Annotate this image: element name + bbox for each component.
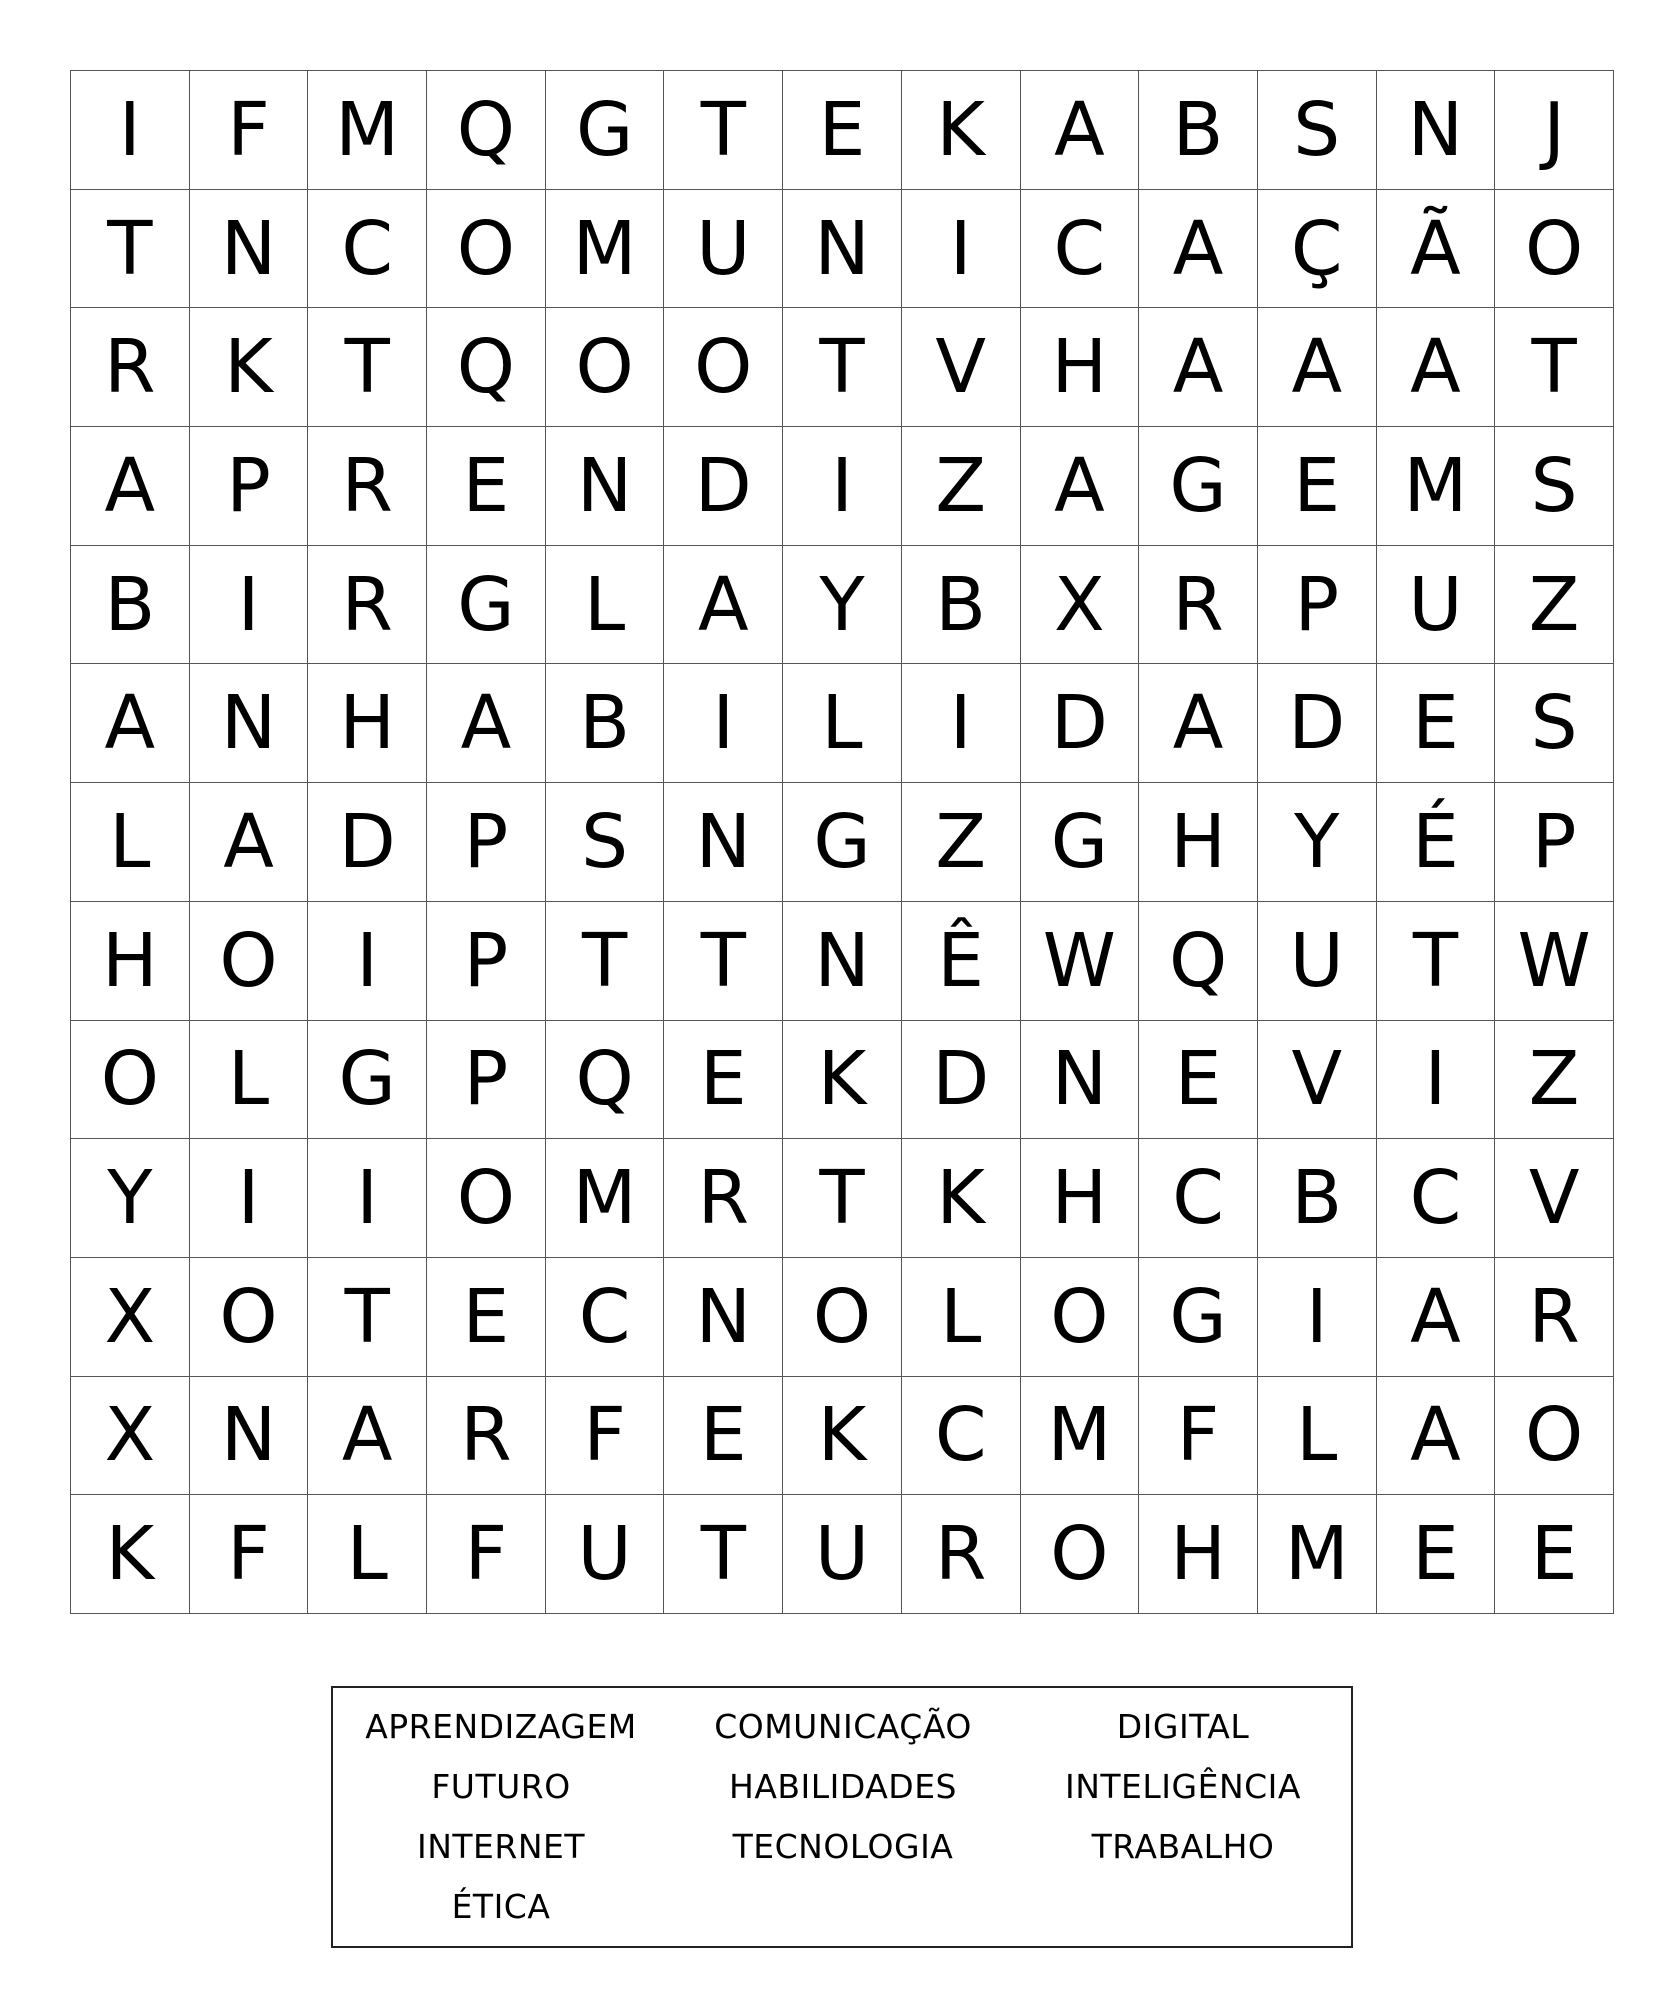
grid-cell-r2-c9[interactable]: C [1021, 190, 1140, 309]
grid-cell-r10-c4[interactable]: O [427, 1139, 546, 1258]
grid-cell-r13-c3[interactable]: L [308, 1495, 427, 1614]
grid-cell-r12-c9[interactable]: M [1021, 1377, 1140, 1496]
grid-cell-r4-c2[interactable]: P [190, 427, 309, 546]
grid-cell-r6-c9[interactable]: D [1021, 664, 1140, 783]
grid-cell-r8-c5[interactable]: T [546, 902, 665, 1021]
grid-cell-r7-c7[interactable]: G [783, 783, 902, 902]
grid-cell-r3-c12[interactable]: A [1377, 308, 1496, 427]
grid-cell-r1-c8[interactable]: K [902, 71, 1021, 190]
grid-cell-r2-c5[interactable]: M [546, 190, 665, 309]
word-list-item: COMUNICAÇÃO [714, 1707, 972, 1746]
grid-cell-r12-c8[interactable]: C [902, 1377, 1021, 1496]
grid-cell-r9-c8[interactable]: D [902, 1021, 1021, 1140]
grid-cell-r5-c8[interactable]: B [902, 546, 1021, 665]
grid-cell-r4-c8[interactable]: Z [902, 427, 1021, 546]
grid-cell-r13-c6[interactable]: T [664, 1495, 783, 1614]
grid-cell-r5-c13[interactable]: Z [1495, 546, 1614, 665]
grid-cell-r4-c12[interactable]: M [1377, 427, 1496, 546]
grid-cell-r11-c3[interactable]: T [308, 1258, 427, 1377]
grid-cell-r4-c4[interactable]: E [427, 427, 546, 546]
grid-cell-r1-c12[interactable]: N [1377, 71, 1496, 190]
grid-cell-r2-c10[interactable]: A [1139, 190, 1258, 309]
grid-cell-r12-c5[interactable]: F [546, 1377, 665, 1496]
grid-cell-r4-c10[interactable]: G [1139, 427, 1258, 546]
grid-cell-r7-c6[interactable]: N [664, 783, 783, 902]
grid-cell-r9-c1[interactable]: O [71, 1021, 190, 1140]
grid-cell-r9-c9[interactable]: N [1021, 1021, 1140, 1140]
grid-cell-r12-c1[interactable]: X [71, 1377, 190, 1496]
word-list-item: FUTURO [431, 1767, 571, 1806]
grid-cell-r10-c1[interactable]: Y [71, 1139, 190, 1258]
grid-cell-r8-c6[interactable]: T [664, 902, 783, 1021]
word-list-item: HABILIDADES [729, 1767, 957, 1806]
grid-cell-r6-c6[interactable]: I [664, 664, 783, 783]
grid-cell-r7-c11[interactable]: Y [1258, 783, 1377, 902]
grid-cell-r5-c3[interactable]: R [308, 546, 427, 665]
grid-cell-r12-c2[interactable]: N [190, 1377, 309, 1496]
grid-cell-r6-c10[interactable]: A [1139, 664, 1258, 783]
grid-cell-r11-c5[interactable]: C [546, 1258, 665, 1377]
grid-cell-r3-c11[interactable]: A [1258, 308, 1377, 427]
grid-cell-r9-c11[interactable]: V [1258, 1021, 1377, 1140]
grid-cell-r10-c13[interactable]: V [1495, 1139, 1614, 1258]
grid-cell-r6-c1[interactable]: A [71, 664, 190, 783]
grid-cell-r3-c9[interactable]: H [1021, 308, 1140, 427]
grid-cell-r11-c11[interactable]: I [1258, 1258, 1377, 1377]
grid-cell-r10-c7[interactable]: T [783, 1139, 902, 1258]
grid-cell-r8-c2[interactable]: O [190, 902, 309, 1021]
grid-cell-r8-c13[interactable]: W [1495, 902, 1614, 1021]
grid-cell-r1-c13[interactable]: J [1495, 71, 1614, 190]
grid-cell-r9-c3[interactable]: G [308, 1021, 427, 1140]
grid-cell-r8-c10[interactable]: Q [1139, 902, 1258, 1021]
grid-cell-r1-c4[interactable]: Q [427, 71, 546, 190]
grid-cell-r2-c3[interactable]: C [308, 190, 427, 309]
grid-cell-r1-c9[interactable]: A [1021, 71, 1140, 190]
grid-cell-r10-c5[interactable]: M [546, 1139, 665, 1258]
grid-cell-r4-c6[interactable]: D [664, 427, 783, 546]
grid-cell-r6-c2[interactable]: N [190, 664, 309, 783]
grid-cell-r5-c7[interactable]: Y [783, 546, 902, 665]
grid-cell-r12-c13[interactable]: O [1495, 1377, 1614, 1496]
grid-cell-r6-c3[interactable]: H [308, 664, 427, 783]
grid-cell-r5-c5[interactable]: L [546, 546, 665, 665]
grid-cell-r5-c1[interactable]: B [71, 546, 190, 665]
grid-cell-r12-c4[interactable]: R [427, 1377, 546, 1496]
grid-cell-r8-c9[interactable]: W [1021, 902, 1140, 1021]
grid-cell-r13-c7[interactable]: U [783, 1495, 902, 1614]
grid-cell-r7-c13[interactable]: P [1495, 783, 1614, 902]
grid-cell-r3-c13[interactable]: T [1495, 308, 1614, 427]
grid-cell-r12-c7[interactable]: K [783, 1377, 902, 1496]
grid-cell-r12-c6[interactable]: E [664, 1377, 783, 1496]
grid-cell-r1-c7[interactable]: E [783, 71, 902, 190]
grid-cell-r9-c2[interactable]: L [190, 1021, 309, 1140]
grid-cell-r3-c4[interactable]: Q [427, 308, 546, 427]
grid-cell-r5-c9[interactable]: X [1021, 546, 1140, 665]
grid-cell-r1-c1[interactable]: I [71, 71, 190, 190]
grid-cell-r11-c13[interactable]: R [1495, 1258, 1614, 1377]
grid-cell-r2-c12[interactable]: Ã [1377, 190, 1496, 309]
word-list-item: APRENDIZAGEM [365, 1707, 637, 1746]
grid-cell-r2-c6[interactable]: U [664, 190, 783, 309]
grid-cell-r10-c12[interactable]: C [1377, 1139, 1496, 1258]
grid-cell-r13-c4[interactable]: F [427, 1495, 546, 1614]
grid-cell-r12-c10[interactable]: F [1139, 1377, 1258, 1496]
grid-cell-r1-c2[interactable]: F [190, 71, 309, 190]
grid-cell-r9-c7[interactable]: K [783, 1021, 902, 1140]
grid-cell-r11-c6[interactable]: N [664, 1258, 783, 1377]
grid-cell-r7-c12[interactable]: É [1377, 783, 1496, 902]
word-list-item: TECNOLOGIA [732, 1827, 954, 1866]
word-list-item: TRABALHO [1091, 1827, 1275, 1866]
grid-cell-r2-c8[interactable]: I [902, 190, 1021, 309]
grid-cell-r6-c4[interactable]: A [427, 664, 546, 783]
grid-cell-r3-c1[interactable]: R [71, 308, 190, 427]
grid-cell-r7-c10[interactable]: H [1139, 783, 1258, 902]
grid-cell-r11-c12[interactable]: A [1377, 1258, 1496, 1377]
grid-cell-r13-c8[interactable]: R [902, 1495, 1021, 1614]
grid-cell-r6-c7[interactable]: L [783, 664, 902, 783]
grid-cell-r3-c10[interactable]: A [1139, 308, 1258, 427]
grid-cell-r4-c11[interactable]: E [1258, 427, 1377, 546]
grid-cell-r10-c6[interactable]: R [664, 1139, 783, 1258]
grid-cell-r10-c10[interactable]: C [1139, 1139, 1258, 1258]
word-list-item: DIGITAL [1116, 1707, 1250, 1746]
grid-cell-r1-c10[interactable]: B [1139, 71, 1258, 190]
grid-cell-r7-c2[interactable]: A [190, 783, 309, 902]
grid-cell-r4-c13[interactable]: S [1495, 427, 1614, 546]
grid-cell-r13-c12[interactable]: E [1377, 1495, 1496, 1614]
grid-cell-r11-c2[interactable]: O [190, 1258, 309, 1377]
grid-cell-r8-c4[interactable]: P [427, 902, 546, 1021]
grid-cell-r5-c4[interactable]: G [427, 546, 546, 665]
grid-cell-r10-c2[interactable]: I [190, 1139, 309, 1258]
grid-cell-r6-c13[interactable]: S [1495, 664, 1614, 783]
grid-cell-r2-c13[interactable]: O [1495, 190, 1614, 309]
grid-cell-r6-c8[interactable]: I [902, 664, 1021, 783]
grid-cell-r2-c11[interactable]: Ç [1258, 190, 1377, 309]
grid-cell-r5-c12[interactable]: U [1377, 546, 1496, 665]
word-search-grid [70, 70, 1614, 1614]
grid-cell-r8-c11[interactable]: U [1258, 902, 1377, 1021]
grid-cell-r10-c11[interactable]: B [1258, 1139, 1377, 1258]
grid-cell-r7-c9[interactable]: G [1021, 783, 1140, 902]
grid-cell-r8-c7[interactable]: N [783, 902, 902, 1021]
grid-cell-r8-c12[interactable]: T [1377, 902, 1496, 1021]
grid-cell-r12-c11[interactable]: L [1258, 1377, 1377, 1496]
grid-cell-r10-c9[interactable]: H [1021, 1139, 1140, 1258]
grid-cell-r8-c3[interactable]: I [308, 902, 427, 1021]
grid-cell-r11-c9[interactable]: O [1021, 1258, 1140, 1377]
grid-cell-r3-c5[interactable]: O [546, 308, 665, 427]
grid-cell-r7-c4[interactable]: P [427, 783, 546, 902]
grid-cell-r5-c6[interactable]: A [664, 546, 783, 665]
grid-cell-r3-c7[interactable]: T [783, 308, 902, 427]
grid-cell-r1-c5[interactable]: G [546, 71, 665, 190]
grid-cell-r1-c3[interactable]: M [308, 71, 427, 190]
grid-cell-r11-c8[interactable]: L [902, 1258, 1021, 1377]
grid-cell-r2-c4[interactable]: O [427, 190, 546, 309]
grid-cell-r4-c3[interactable]: R [308, 427, 427, 546]
grid-cell-r11-c1[interactable]: X [71, 1258, 190, 1377]
grid-cell-r10-c8[interactable]: K [902, 1139, 1021, 1258]
grid-cell-r9-c5[interactable]: Q [546, 1021, 665, 1140]
grid-cell-r6-c12[interactable]: E [1377, 664, 1496, 783]
grid-cell-r6-c5[interactable]: B [546, 664, 665, 783]
grid-cell-r5-c2[interactable]: I [190, 546, 309, 665]
grid-cell-r7-c8[interactable]: Z [902, 783, 1021, 902]
grid-cell-r11-c7[interactable]: O [783, 1258, 902, 1377]
grid-cell-r5-c11[interactable]: P [1258, 546, 1377, 665]
grid-cell-r4-c7[interactable]: I [783, 427, 902, 546]
grid-cell-r8-c8[interactable]: Ê [902, 902, 1021, 1021]
grid-cell-r9-c13[interactable]: Z [1495, 1021, 1614, 1140]
word-list-item: INTERNET [416, 1827, 586, 1866]
grid-cell-r11-c10[interactable]: G [1139, 1258, 1258, 1377]
grid-cell-r13-c9[interactable]: O [1021, 1495, 1140, 1614]
grid-cell-r7-c1[interactable]: L [71, 783, 190, 902]
grid-cell-r1-c11[interactable]: S [1258, 71, 1377, 190]
grid-cell-r9-c12[interactable]: I [1377, 1021, 1496, 1140]
grid-cell-r6-c11[interactable]: D [1258, 664, 1377, 783]
grid-cell-r3-c8[interactable]: V [902, 308, 1021, 427]
grid-cell-r9-c6[interactable]: E [664, 1021, 783, 1140]
grid-cell-r4-c9[interactable]: A [1021, 427, 1140, 546]
grid-cell-r4-c5[interactable]: N [546, 427, 665, 546]
grid-cell-r2-c1[interactable]: T [71, 190, 190, 309]
grid-cell-r13-c1[interactable]: K [71, 1495, 190, 1614]
grid-cell-r3-c2[interactable]: K [190, 308, 309, 427]
grid-cell-r13-c5[interactable]: U [546, 1495, 665, 1614]
grid-cell-r12-c3[interactable]: A [308, 1377, 427, 1496]
grid-cell-r13-c11[interactable]: M [1258, 1495, 1377, 1614]
grid-cell-r2-c2[interactable]: N [190, 190, 309, 309]
grid-cell-r13-c10[interactable]: H [1139, 1495, 1258, 1614]
grid-cell-r13-c13[interactable]: E [1495, 1495, 1614, 1614]
grid-cell-r5-c10[interactable]: R [1139, 546, 1258, 665]
grid-cell-r8-c1[interactable]: H [71, 902, 190, 1021]
grid-cell-r10-c3[interactable]: I [308, 1139, 427, 1258]
grid-cell-r3-c3[interactable]: T [308, 308, 427, 427]
grid-cell-r1-c6[interactable]: T [664, 71, 783, 190]
word-list-item: INTELIGÊNCIA [1064, 1767, 1301, 1806]
grid-cell-r11-c4[interactable]: E [427, 1258, 546, 1377]
grid-cell-r7-c3[interactable]: D [308, 783, 427, 902]
grid-cell-r3-c6[interactable]: O [664, 308, 783, 427]
grid-cell-r9-c4[interactable]: P [427, 1021, 546, 1140]
grid-cell-r7-c5[interactable]: S [546, 783, 665, 902]
word-list-box [331, 1686, 1353, 1948]
word-list-item: ÉTICA [451, 1887, 551, 1926]
grid-cell-r4-c1[interactable]: A [71, 427, 190, 546]
grid-cell-r2-c7[interactable]: N [783, 190, 902, 309]
grid-cell-r9-c10[interactable]: E [1139, 1021, 1258, 1140]
grid-cell-r13-c2[interactable]: F [190, 1495, 309, 1614]
grid-cell-r12-c12[interactable]: A [1377, 1377, 1496, 1496]
